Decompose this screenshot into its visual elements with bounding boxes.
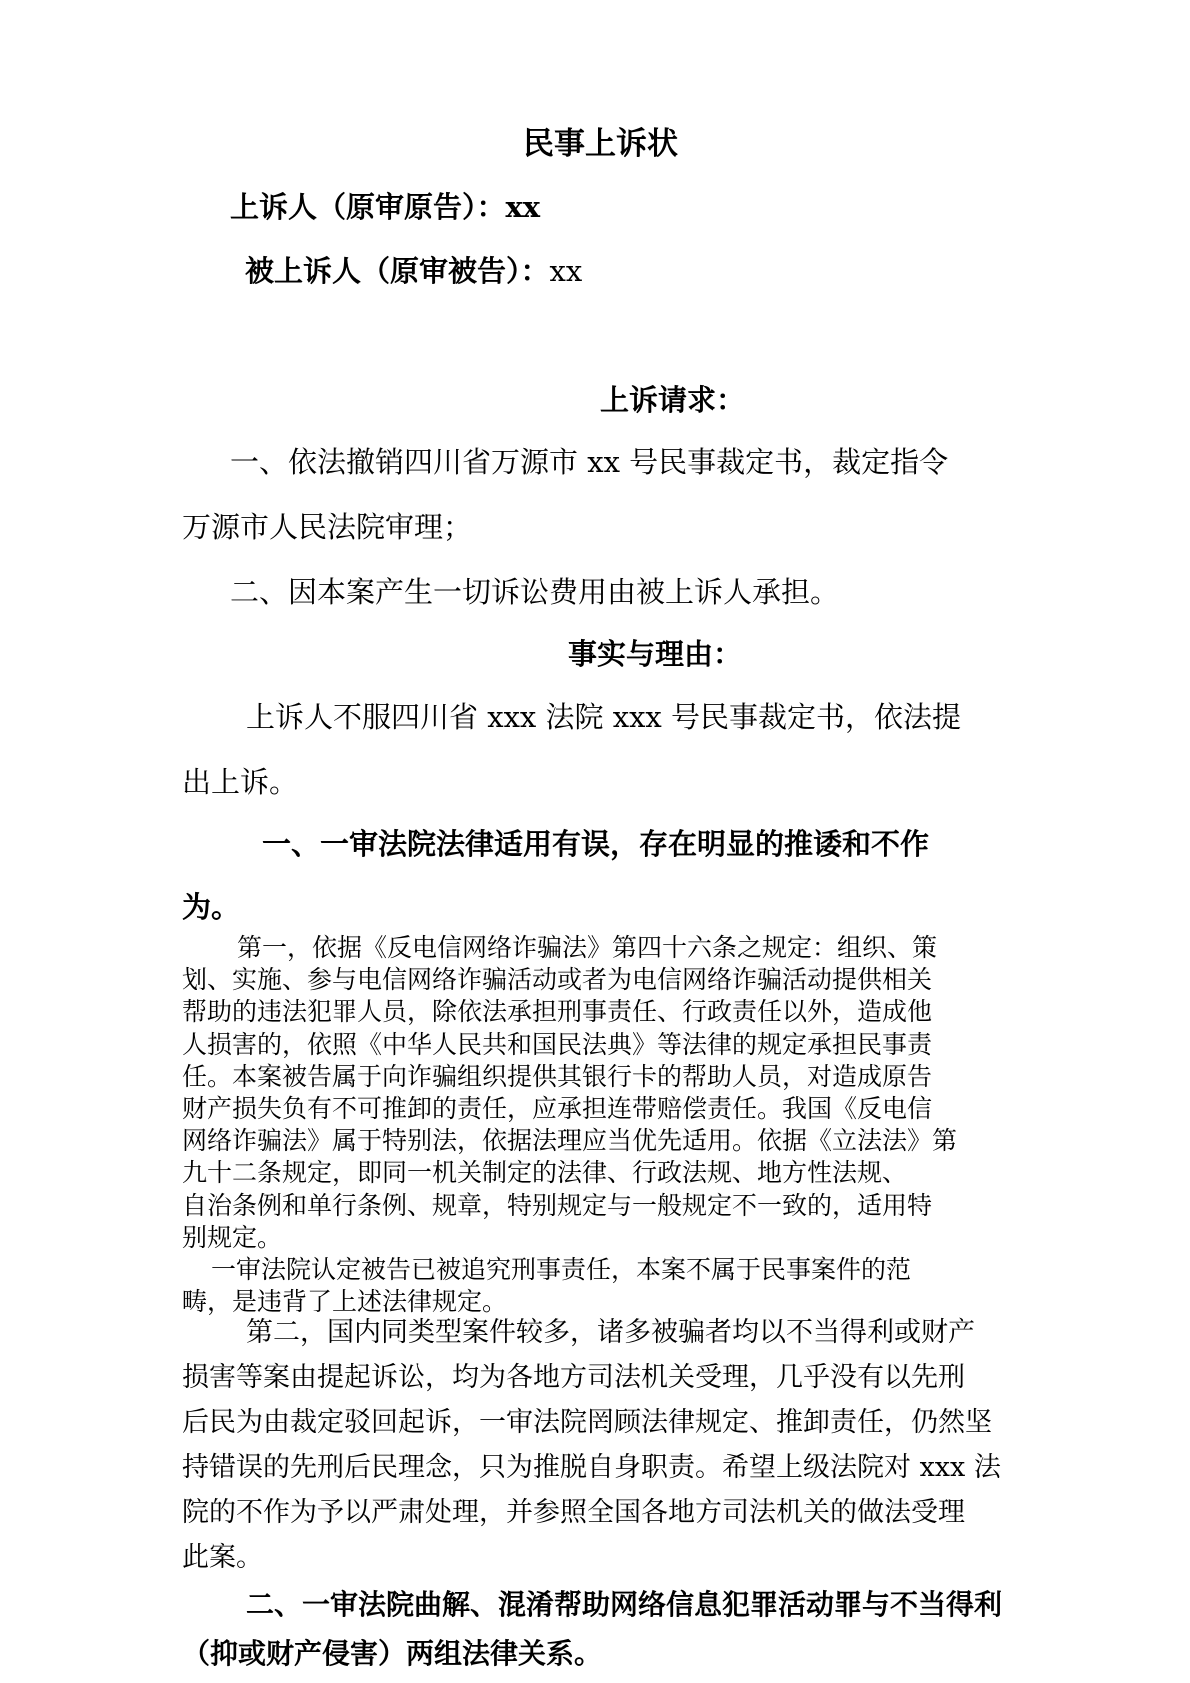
facts-intro-line-2: 出上诉。 [182,765,299,799]
section-2-heading-line-2: （抑或财产侵害）两组法律关系。 [182,1637,603,1670]
paragraph-1-line: 别规定。 [182,1222,283,1252]
paragraph-1-line: 帮助的违法犯罪人员，除依法承担刑事责任、行政责任以外，造成他 [182,997,933,1027]
paragraph-3-line: 损害等案由提起诉讼，均为各地方司法机关受理，几乎没有以先刑 [182,1362,965,1393]
paragraph-3-line: 第二，国内同类型案件较多，诸多被骗者均以不当得利或财产 [246,1317,975,1348]
paragraph-2-line: 一审法院认定被告已被追究刑事责任，本案不属于民事案件的范 [211,1255,912,1284]
requests-heading: 上诉请求： [600,383,746,417]
document-title: 民事上诉状 [523,126,678,162]
paragraph-1-line: 划、实施、参与电信网络诈骗活动或者为电信网络诈骗活动提供相关 [182,965,933,995]
paragraph-2 [182,1254,911,1318]
paragraph-1-line: 人损害的，依照《中华人民共和国民法典》等法律的规定承担民事责 [182,1029,933,1059]
request-item-2: 二、因本案产生一切诉讼费用由被上诉人承担。 [230,575,840,609]
paragraph-3-line: 院的不作为予以严肃处理，并参照全国各地方司法机关的做法受理 [182,1497,965,1528]
paragraph-1-line: 网络诈骗法》属于特别法，依据法理应当优先适用。依据《立法法》第 [182,1126,958,1156]
paragraph-1-line: 财产损失负有不可推卸的责任，应承担连带赔偿责任。我国《反电信 [182,1094,933,1124]
section-1-heading-line-2: 为。 [182,890,241,924]
appellee-line [245,249,582,290]
paragraph-3-line: 持错误的先刑后民理念，只为推脱自身职责。希望上级法院对 xxx 法 [182,1452,1001,1483]
paragraph-1-line: 任。本案被告属于向诈骗组织提供其银行卡的帮助人员，对造成原告 [182,1061,933,1091]
appellee-label: 被上诉人（原审被告）： [245,254,550,288]
paragraph-1 [182,932,957,1254]
request-item-1-line-1: 一、依法撤销四川省万源市 xx 号民事裁定书，裁定指令 [230,445,949,479]
facts-intro-line-1: 上诉人不服四川省 xxx 法院 xxx 号民事裁定书，依法提 [246,700,962,734]
appellant-line: 上诉人（原审原告）：xx [230,190,541,224]
facts-heading: 事实与理由： [568,637,743,671]
section-2-heading-line-1: 二、一审法院曲解、混淆帮助网络信息犯罪活动罪与不当得利 [246,1588,1003,1621]
section-1-heading-line-1: 一、一审法院法律适用有误，存在明显的推诿和不作 [262,827,930,861]
paragraph-1-line: 第一，依据《反电信网络诈骗法》第四十六条之规定：组织、策 [237,933,938,962]
paragraph-2-line: 畴，是违背了上述法律规定。 [182,1287,508,1317]
paragraph-1-line: 自治条例和单行条例、规章，特别规定与一般规定不一致的，适用特 [182,1190,933,1220]
paragraph-3-line: 此案。 [182,1542,263,1573]
request-item-1-line-2: 万源市人民法院审理； [182,510,473,544]
paragraph-1-line: 九十二条规定，即同一机关制定的法律、行政法规、地方性法规、 [182,1158,908,1188]
appellee-value: xx [549,254,583,288]
paragraph-3-line: 后民为由裁定驳回起诉，一审法院罔顾法律规定、推卸责任，仍然坚 [182,1407,992,1438]
